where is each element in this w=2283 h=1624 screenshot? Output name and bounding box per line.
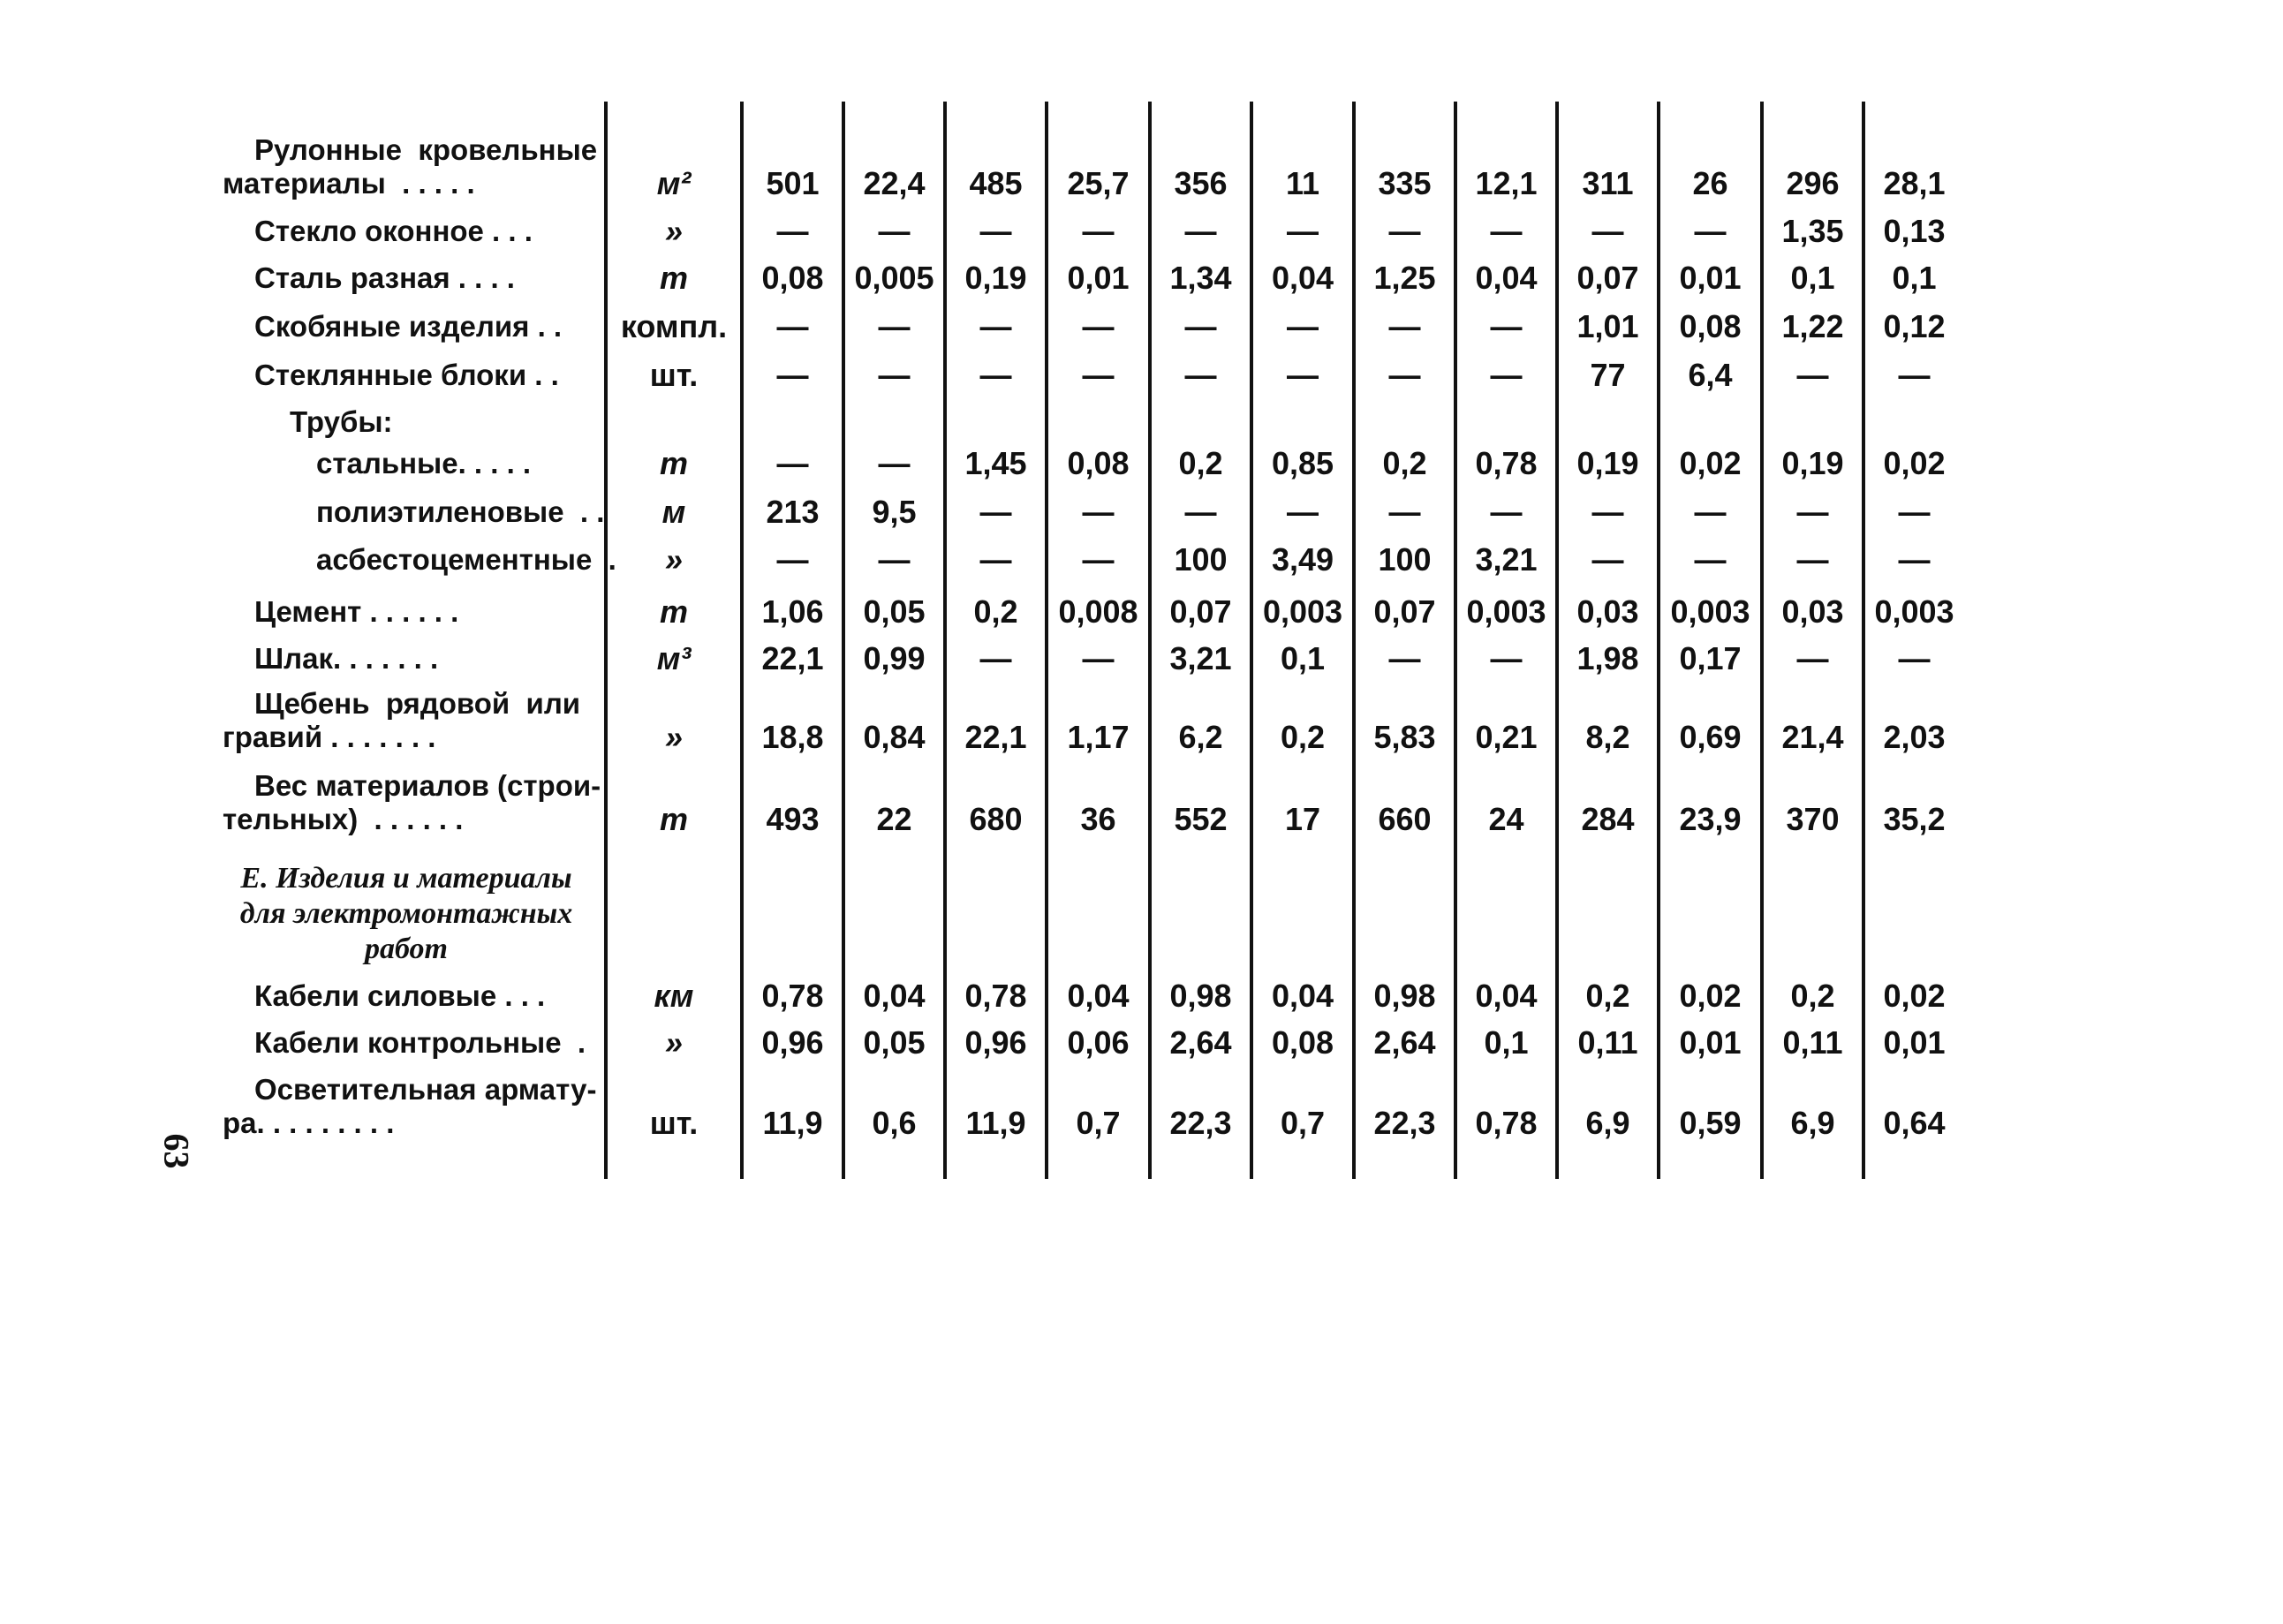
- value-cell: —: [776, 213, 809, 249]
- value-cell: —: [1796, 640, 1829, 676]
- value-cell: 660: [1378, 801, 1432, 837]
- row-label: [223, 261, 596, 295]
- value-cell: —: [1082, 357, 1115, 393]
- row-label-line: Шлак. . . . . . .: [254, 642, 439, 675]
- value-cell: 21,4: [1781, 719, 1844, 755]
- value-cell: 0,7: [1280, 1105, 1326, 1141]
- value-cell: —: [979, 640, 1012, 676]
- value-cell: 26: [1692, 165, 1728, 201]
- value-cell: 35,2: [1883, 801, 1946, 837]
- value-cell: —: [1898, 357, 1931, 393]
- value-cell: 0,003: [1874, 593, 1954, 630]
- value-cell: 1,01: [1576, 308, 1639, 344]
- value-cell: 0,04: [863, 978, 926, 1014]
- value-cell: 335: [1378, 165, 1432, 201]
- row-unit: м: [661, 494, 686, 530]
- value-cell: —: [776, 357, 809, 393]
- value-cell: 0,02: [1883, 445, 1946, 481]
- value-cell: 0,04: [1475, 978, 1538, 1014]
- value-cell: 23,9: [1679, 801, 1742, 837]
- value-cell: 100: [1378, 541, 1432, 578]
- value-cell: 0,07: [1576, 260, 1639, 296]
- value-cell: 0,1: [1892, 260, 1937, 296]
- value-cell: 0,2: [1280, 719, 1326, 755]
- row-unit: м²: [656, 165, 692, 201]
- value-cell: 6,4: [1688, 357, 1733, 393]
- value-cell: 22,3: [1169, 1105, 1232, 1141]
- value-cell: 11,9: [762, 1105, 823, 1141]
- value-cell: 0,01: [1883, 1024, 1946, 1061]
- row-label: [223, 447, 596, 480]
- value-cell: 311: [1582, 165, 1634, 201]
- row-label: [223, 1073, 596, 1140]
- row-label: [223, 215, 596, 248]
- value-cell: 0,98: [1373, 978, 1436, 1014]
- value-cell: 11: [1285, 165, 1320, 201]
- value-cell: 24: [1488, 801, 1524, 837]
- value-cell: 0,11: [1782, 1024, 1843, 1061]
- value-cell: —: [1388, 494, 1421, 530]
- value-cell: 0,85: [1271, 445, 1334, 481]
- value-cell: —: [878, 357, 911, 393]
- value-cell: 3,21: [1475, 541, 1538, 578]
- value-cell: 0,01: [1067, 260, 1130, 296]
- value-cell: 0,1: [1790, 260, 1835, 296]
- row-label-line: ра. . . . . . . . .: [223, 1107, 395, 1139]
- value-cell: 370: [1786, 801, 1840, 837]
- section-heading-line: для электромонтажных: [239, 897, 573, 930]
- value-cell: 0,98: [1169, 978, 1232, 1014]
- value-cell: —: [1082, 640, 1115, 676]
- value-cell: 0,008: [1058, 593, 1138, 630]
- value-cell: —: [776, 445, 809, 481]
- value-cell: 0,01: [1679, 1024, 1742, 1061]
- value-cell: 0,08: [1271, 1024, 1334, 1061]
- value-cell: 1,98: [1576, 640, 1639, 676]
- value-cell: 0,03: [1576, 593, 1639, 630]
- row-label-line: полиэтиленовые . .: [316, 495, 605, 528]
- section-heading-line: работ: [365, 933, 448, 965]
- value-cell: 1,34: [1169, 260, 1232, 296]
- value-cell: 1,45: [964, 445, 1027, 481]
- page-number: 63: [156, 1133, 197, 1169]
- value-cell: 11,9: [965, 1105, 1026, 1141]
- value-cell: 0,1: [1484, 1024, 1529, 1061]
- row-label-line: Скобяные изделия . .: [254, 310, 563, 343]
- value-cell: —: [878, 308, 911, 344]
- value-cell: —: [878, 541, 911, 578]
- value-cell: —: [1388, 213, 1421, 249]
- value-cell: 0,02: [1679, 445, 1742, 481]
- value-cell: 8,2: [1585, 719, 1630, 755]
- row-label: [223, 133, 596, 200]
- row-unit: т: [659, 593, 688, 630]
- value-cell: 22,1: [964, 719, 1027, 755]
- row-label: [223, 769, 601, 836]
- value-cell: 100: [1174, 541, 1228, 578]
- row-unit: т: [659, 260, 688, 296]
- value-cell: 1,17: [1067, 719, 1130, 755]
- value-cell: 0,78: [761, 978, 824, 1014]
- value-cell: 485: [969, 165, 1023, 201]
- value-cell: 0,03: [1781, 593, 1844, 630]
- value-cell: 22,4: [863, 165, 926, 201]
- value-cell: —: [979, 357, 1012, 393]
- value-cell: 6,9: [1790, 1105, 1835, 1141]
- value-cell: —: [1082, 541, 1115, 578]
- value-cell: —: [878, 445, 911, 481]
- value-cell: —: [1082, 213, 1115, 249]
- value-cell: 0,02: [1679, 978, 1742, 1014]
- row-label-line: Щебень рядовой или: [254, 687, 581, 720]
- value-cell: 0,17: [1679, 640, 1742, 676]
- value-cell: 0,04: [1271, 260, 1334, 296]
- row-label-line: Стеклянные блоки . .: [254, 359, 559, 391]
- value-cell: —: [979, 308, 1012, 344]
- value-cell: —: [1490, 494, 1523, 530]
- value-cell: 0,64: [1883, 1105, 1946, 1141]
- value-cell: 0,02: [1883, 978, 1946, 1014]
- value-cell: 284: [1581, 801, 1635, 837]
- section-heading-e: [216, 861, 596, 967]
- value-cell: 0,96: [964, 1024, 1027, 1061]
- value-cell: 5,83: [1373, 719, 1436, 755]
- row-unit: »: [664, 213, 684, 249]
- value-cell: —: [1287, 308, 1319, 344]
- value-cell: 0,7: [1076, 1105, 1121, 1141]
- value-cell: 501: [766, 165, 820, 201]
- row-label-line: Трубы:: [290, 405, 393, 438]
- value-cell: 0,2: [1382, 445, 1427, 481]
- value-cell: 6,9: [1585, 1105, 1630, 1141]
- value-cell: 0,005: [854, 260, 934, 296]
- row-label: [223, 543, 616, 577]
- value-cell: 0,04: [1271, 978, 1334, 1014]
- value-cell: 1,35: [1781, 213, 1844, 249]
- value-cell: —: [1082, 494, 1115, 530]
- value-cell: —: [1796, 494, 1829, 530]
- row-label: [223, 310, 596, 344]
- value-cell: —: [1184, 357, 1217, 393]
- value-cell: —: [1388, 308, 1421, 344]
- value-cell: —: [1184, 213, 1217, 249]
- row-label-line: материалы . . . . .: [223, 167, 475, 200]
- row-label: [223, 405, 596, 439]
- value-cell: 2,64: [1169, 1024, 1232, 1061]
- row-unit: компл.: [620, 308, 728, 344]
- value-cell: 0,21: [1475, 719, 1538, 755]
- row-label: [223, 1026, 596, 1060]
- value-cell: 0,78: [1475, 1105, 1538, 1141]
- value-cell: 22,3: [1373, 1105, 1436, 1141]
- row-label-line: Кабели контрольные .: [254, 1026, 586, 1059]
- row-unit: шт.: [649, 357, 699, 393]
- value-cell: —: [1490, 640, 1523, 676]
- value-cell: —: [1796, 541, 1829, 578]
- value-cell: 0,99: [863, 640, 926, 676]
- value-cell: 0,003: [1466, 593, 1546, 630]
- value-cell: 22,1: [761, 640, 824, 676]
- value-cell: —: [1287, 494, 1319, 530]
- value-cell: 552: [1174, 801, 1228, 837]
- value-cell: —: [1184, 308, 1217, 344]
- value-cell: —: [1490, 213, 1523, 249]
- value-cell: 28,1: [1883, 165, 1946, 201]
- value-cell: 17: [1284, 801, 1321, 837]
- value-cell: 0,69: [1679, 719, 1742, 755]
- value-cell: 6,2: [1178, 719, 1223, 755]
- row-label: [223, 595, 596, 629]
- value-cell: 36: [1080, 801, 1116, 837]
- value-cell: —: [1184, 494, 1217, 530]
- row-unit: шт.: [649, 1105, 699, 1141]
- row-label-line: гравий . . . . . . .: [223, 721, 436, 753]
- value-cell: 0,07: [1169, 593, 1232, 630]
- value-cell: —: [776, 308, 809, 344]
- row-label-line: стальные. . . . .: [316, 447, 532, 480]
- value-cell: —: [1898, 494, 1931, 530]
- value-cell: 0,2: [1585, 978, 1630, 1014]
- value-cell: 0,6: [872, 1105, 917, 1141]
- value-cell: 2,64: [1373, 1024, 1436, 1061]
- row-unit: »: [664, 1024, 684, 1061]
- value-cell: 0,003: [1670, 593, 1750, 630]
- value-cell: 22: [876, 801, 912, 837]
- value-cell: 3,21: [1169, 640, 1232, 676]
- value-cell: —: [1490, 357, 1523, 393]
- value-cell: 0,59: [1679, 1105, 1742, 1141]
- value-cell: 0,84: [863, 719, 926, 755]
- row-label-line: Осветительная армату-: [254, 1073, 597, 1106]
- section-heading-line: Е. Изделия и материалы: [240, 862, 572, 895]
- value-cell: 0,05: [863, 593, 926, 630]
- value-cell: 0,07: [1373, 593, 1436, 630]
- value-cell: 1,22: [1781, 308, 1844, 344]
- value-cell: 493: [766, 801, 820, 837]
- value-cell: —: [1287, 213, 1319, 249]
- row-label-line: Цемент . . . . . .: [254, 595, 459, 628]
- row-unit: »: [664, 719, 684, 755]
- value-cell: —: [1898, 640, 1931, 676]
- value-cell: 0,04: [1475, 260, 1538, 296]
- row-label: [223, 359, 596, 392]
- value-cell: —: [1694, 494, 1727, 530]
- row-label-line: Сталь разная . . . .: [254, 261, 515, 294]
- value-cell: —: [1591, 541, 1624, 578]
- value-cell: 356: [1174, 165, 1228, 201]
- value-cell: 0,04: [1067, 978, 1130, 1014]
- row-label-line: Стекло оконное . . .: [254, 215, 533, 247]
- value-cell: 77: [1590, 357, 1626, 393]
- value-cell: 0,01: [1679, 260, 1742, 296]
- value-cell: —: [1694, 213, 1727, 249]
- value-cell: —: [1591, 494, 1624, 530]
- value-cell: —: [1287, 357, 1319, 393]
- value-cell: 9,5: [872, 494, 917, 530]
- value-cell: —: [1591, 213, 1624, 249]
- value-cell: 0,12: [1883, 308, 1946, 344]
- row-label: [223, 687, 596, 754]
- value-cell: —: [1898, 541, 1931, 578]
- value-cell: 3,49: [1271, 541, 1334, 578]
- row-label-line: Рулонные кровельные: [254, 133, 598, 166]
- value-cell: 0,2: [1790, 978, 1835, 1014]
- value-cell: 213: [766, 494, 820, 530]
- row-label-line: асбестоцементные .: [316, 543, 616, 576]
- value-cell: 2,03: [1883, 719, 1946, 755]
- row-label-line: Вес материалов (строи-: [254, 769, 601, 802]
- value-cell: 0,08: [761, 260, 824, 296]
- value-cell: —: [1490, 308, 1523, 344]
- value-cell: —: [878, 213, 911, 249]
- value-cell: 0,19: [964, 260, 1027, 296]
- row-label-line: Кабели силовые . . .: [254, 979, 546, 1012]
- value-cell: 0,96: [761, 1024, 824, 1061]
- row-unit: т: [659, 801, 688, 837]
- value-cell: 0,003: [1262, 593, 1343, 630]
- value-cell: 0,78: [1475, 445, 1538, 481]
- value-cell: 0,1: [1280, 640, 1326, 676]
- value-cell: 0,08: [1067, 445, 1130, 481]
- value-cell: 296: [1786, 165, 1840, 201]
- value-cell: —: [979, 213, 1012, 249]
- value-cell: 1,06: [761, 593, 824, 630]
- value-cell: —: [1388, 640, 1421, 676]
- row-label: [223, 979, 596, 1013]
- row-label: [223, 642, 596, 676]
- value-cell: 0,05: [863, 1024, 926, 1061]
- value-cell: —: [776, 541, 809, 578]
- row-label-line: тельных) . . . . . .: [223, 803, 464, 835]
- value-cell: 0,08: [1679, 308, 1742, 344]
- value-cell: 0,2: [973, 593, 1018, 630]
- value-cell: 0,2: [1178, 445, 1223, 481]
- row-unit: м³: [656, 640, 692, 676]
- value-cell: 18,8: [761, 719, 824, 755]
- value-cell: 0,13: [1883, 213, 1946, 249]
- value-cell: 680: [969, 801, 1023, 837]
- value-cell: 0,78: [964, 978, 1027, 1014]
- value-cell: 12,1: [1475, 165, 1538, 201]
- value-cell: —: [1082, 308, 1115, 344]
- value-cell: —: [979, 494, 1012, 530]
- value-cell: 0,06: [1067, 1024, 1130, 1061]
- value-cell: 0,19: [1576, 445, 1639, 481]
- value-cell: —: [1388, 357, 1421, 393]
- value-cell: —: [979, 541, 1012, 578]
- row-unit: »: [664, 541, 684, 578]
- row-unit: т: [659, 445, 688, 481]
- value-cell: —: [1796, 357, 1829, 393]
- row-label: [223, 495, 605, 529]
- value-cell: 25,7: [1067, 165, 1130, 201]
- row-unit: км: [654, 978, 694, 1014]
- value-cell: 1,25: [1373, 260, 1436, 296]
- value-cell: —: [1694, 541, 1727, 578]
- value-cell: 0,11: [1577, 1024, 1638, 1061]
- value-cell: 0,19: [1781, 445, 1844, 481]
